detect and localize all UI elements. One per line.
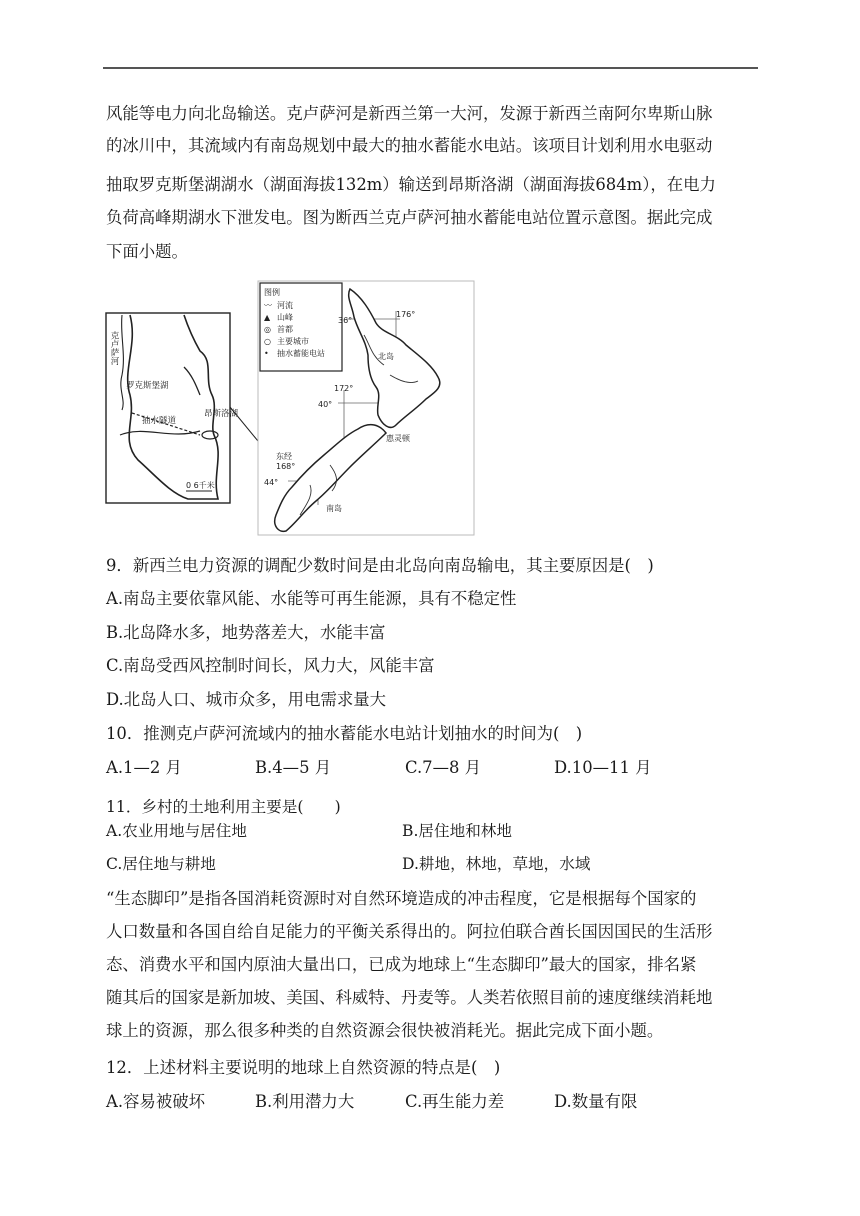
intro-line: 风能等电力向北岛输送。克卢萨河是新西兰第一大河，发源于新西兰南阿尔卑斯山脉 [106,104,713,123]
inset-river-label: 克卢萨河 [109,331,119,365]
option-b[interactable]: B.利用潜力大 [255,1092,355,1111]
option-c[interactable]: C.居住地与耕地 [106,855,216,873]
option-d[interactable]: D.耕地，林地，草地，水域 [402,855,591,873]
legend-capital-label: 首都 [277,325,293,334]
option-a[interactable]: A.农业用地与居住地 [106,822,247,840]
coord-44: 44° [264,478,279,487]
intro-line: 负荷高峰期湖水下泄发电。图为断西兰克卢萨河抽水蓄能电站位置示意图。据此完成 [106,208,713,227]
inset-map [106,313,239,503]
coord-36: 36° [338,316,353,325]
option-b[interactable]: B.北岛降水多，地势落差大，水能丰富 [106,623,386,642]
inset-lake-onslow-label: 昂斯洛湖 [204,409,239,419]
option-d[interactable]: D.北岛人口、城市众多，用电需求量大 [106,690,387,709]
inset-scale-label: 0 6千米 [186,481,215,490]
place-north-island: 北岛 [378,352,394,361]
passage-line: 态、消费水平和国内原油大量出口，已成为地球上“生态脚印”最大的国家，排名紧 [106,955,697,974]
coord-40: 40° [318,400,333,409]
legend-city-label: 主要城市 [277,337,309,346]
header-rule [103,67,758,69]
option-b[interactable]: B.居住地和林地 [402,822,512,840]
passage-line: “生态脚印”是指各国消耗资源时对自然环境造成的冲击程度，它是根据每个国家的 [106,889,697,908]
intro-line: 抽取罗克斯堡湖湖水（湖面海拔132m）输送到昂斯洛湖（湖面海拔684m），在电力 [106,175,716,194]
power-station-icon: • [264,349,269,358]
coord-168: 168° [276,462,296,471]
intro-line: 的冰川中，其流域内有南岛规划中最大的抽水蓄能水电站。该项目计划利用水电驱动 [106,136,713,155]
option-d[interactable]: D.数量有限 [554,1092,638,1111]
capital-icon: ◎ [264,325,271,334]
location-map-figure [100,275,480,537]
option-a[interactable]: A.1—2 月 [106,758,182,777]
mountain-peak-icon: ▲ [264,313,271,322]
intro-line: 下面小题。 [106,242,188,261]
coord-176: 176° [396,310,416,319]
question-stem: 11．乡村的土地利用主要是( ) [106,798,341,816]
legend-station-label: 抽水蓄能电站 [277,349,325,358]
option-c[interactable]: C.再生能力差 [405,1092,505,1111]
question-stem: 9．新西兰电力资源的调配少数时间是由北岛向南岛输电，其主要原因是( ) [106,556,654,575]
legend-title: 图例 [264,288,280,297]
legend-river-label: 河流 [277,301,293,310]
option-c[interactable]: C.7—8 月 [405,758,482,777]
place-wellington: 惠灵顿 [386,434,410,443]
question-stem: 12．上述材料主要说明的地球上自然资源的特点是( ) [106,1058,501,1077]
coord-172: 172° [334,384,354,393]
legend-peak-label: 山峰 [277,313,293,322]
passage-line: 随其后的国家是新加坡、美国、科威特、丹麦等。人类若依照目前的速度继续消耗地 [106,988,713,1007]
inset-tunnel-label: 抽水隧道 [142,416,177,426]
option-a[interactable]: A.南岛主要依靠风能、水能等可再生能源，具有不稳定性 [106,589,517,608]
question-stem: 10．推测克卢萨河流域内的抽水蓄能水电站计划抽水的时间为( ) [106,724,583,743]
option-b[interactable]: B.4—5 月 [255,758,332,777]
river-legend-icon: 〰 [264,301,272,310]
passage-line: 球上的资源，那么很多种类的自然资源会很快被消耗光。据此完成下面小题。 [106,1021,664,1040]
option-a[interactable]: A.容易被破坏 [106,1092,205,1111]
option-d[interactable]: D.10—11 月 [554,758,652,777]
place-south-island: 南岛 [326,504,342,513]
city-icon: ○ [264,337,271,346]
map-legend [260,283,342,371]
inset-lake-roxburgh-label: 罗克斯堡湖 [126,381,169,391]
coord-east-longitude: 东经 [276,452,292,461]
passage-line: 人口数量和各国自给自足能力的平衡关系得出的。阿拉伯联合酋长国因国民的生活形 [106,922,713,941]
option-c[interactable]: C.南岛受西风控制时间长，风力大，风能丰富 [106,656,435,675]
